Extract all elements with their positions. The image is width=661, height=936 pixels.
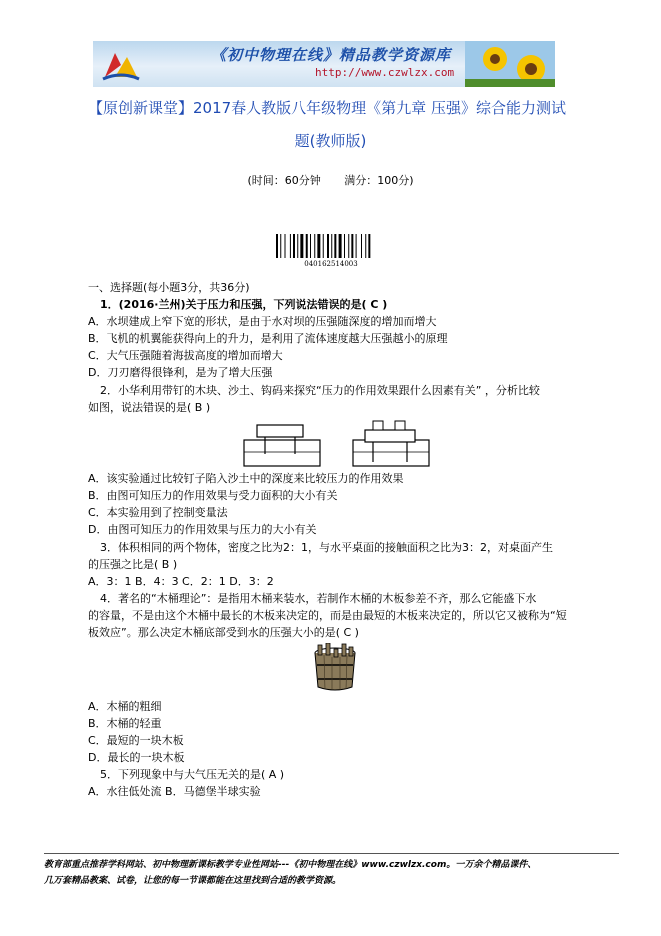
q2-stem-2: 如图，说法错误的是( B ) [88,401,211,414]
q1-option-c: C．大气压强随着海拔高度的增加而增大 [88,349,283,362]
exam-score: 满分：100分) [344,174,414,187]
q3-stem-1: 3．体积相同的两个物体，密度之比为2：1，与水平桌面的接触面积之比为3：2，对桌面产生 [100,541,553,554]
header-banner [93,41,555,87]
q1-stem: 1．(2016·兰州)关于压力和压强，下列说法错误的是( C ) [100,298,388,311]
sand-tray-right [353,440,429,466]
q1-option-a: A．水坝建成上窄下宽的形状，是由于水对坝的压强随深度的增加而增大 [88,315,437,328]
q3-options: A．3：1 B．4：3 C．2：1 D．3：2 [88,575,274,588]
q5-stem: 5．下列现象中与大气压无关的是( A ) [100,768,285,781]
site-logo-icon [101,47,141,83]
q2-option-d: D．由图可知压力的作用效果与压力的大小有关 [88,523,317,536]
footer-divider [44,853,619,854]
footer-line-1: 教育部重点推荐学科网站、初中物理新课标教学专业性网站---《初中物理在线》www.czwlzx.com。一万余个精品课件、 [44,860,537,870]
sunflower-icon [465,41,555,87]
exam-time: (时间：60分钟 [247,174,321,187]
q4-option-a: A．木桶的粗细 [88,700,162,713]
doc-title-line2: 题(教师版) [294,132,367,150]
q2-option-c: C．本实验用到了控制变量法 [88,506,228,519]
exam-meta [0,172,661,188]
footer-line-2: 几万套精品教案、试卷，让您的每一节课都能在这里找到合适的教学资源。 [44,876,342,886]
barcode-number: 040162514003 [304,260,358,268]
doc-title-line1: 【原创新课堂】2017春人教版八年级物理《第九章 压强》综合能力测试 [88,99,566,117]
wooden-bucket-figure [312,643,358,693]
section-heading: 一、选择题(每小题3分，共36分) [88,281,250,294]
q4-option-c: C．最短的一块木板 [88,734,184,747]
q4-option-b: B．木桶的轻重 [88,717,162,730]
q4-stem-1: 4．著名的“木桶理论”：是指用木桶来装水，若制作木桶的木板参差不齐，那么它能盛下水 [100,592,537,605]
barcode-icon [276,234,386,258]
page-footer [44,857,624,889]
q2-option-b: B．由图可知压力的作用效果与受力面积的大小有关 [88,489,338,502]
q1-option-d: D．刀刃磨得很锋利，是为了增大压强 [88,366,273,379]
q2-stem-1: 2．小华利用带钉的木块、沙土、钩码来探究“压力的作用效果跟什么因素有关” ，分析比较 [100,384,540,397]
banner-url[interactable]: http://www.czwlzx.com [315,66,455,79]
banner-title: 《初中物理在线》精品教学资源库 [211,46,452,64]
q4-stem-3: 板效应”。那么决定木桶底部受到水的压强大小的是( C ) [88,626,359,639]
nail-block-with-weights-right [365,421,415,462]
q5-options: A．水往低处流 B．马德堡半球实验 [88,785,261,798]
q4-stem-2: 的容量，不是由这个木桶中最长的木板来决定的，而是由最短的木板来决定的，所以它又被称为“短 [88,609,567,622]
nail-block-experiment-figure [243,418,433,468]
sand-tray-left [244,440,320,466]
q1-option-b: B．飞机的机翼能获得向上的升力，是利用了流体速度越大压强越小的原理 [88,332,448,345]
q3-stem-2: 的压强之比是( B ) [88,558,178,571]
q4-option-d: D．最长的一块木板 [88,751,185,764]
q2-option-a: A．该实验通过比较钉子陷入沙土中的深度来比较压力的作用效果 [88,472,404,485]
